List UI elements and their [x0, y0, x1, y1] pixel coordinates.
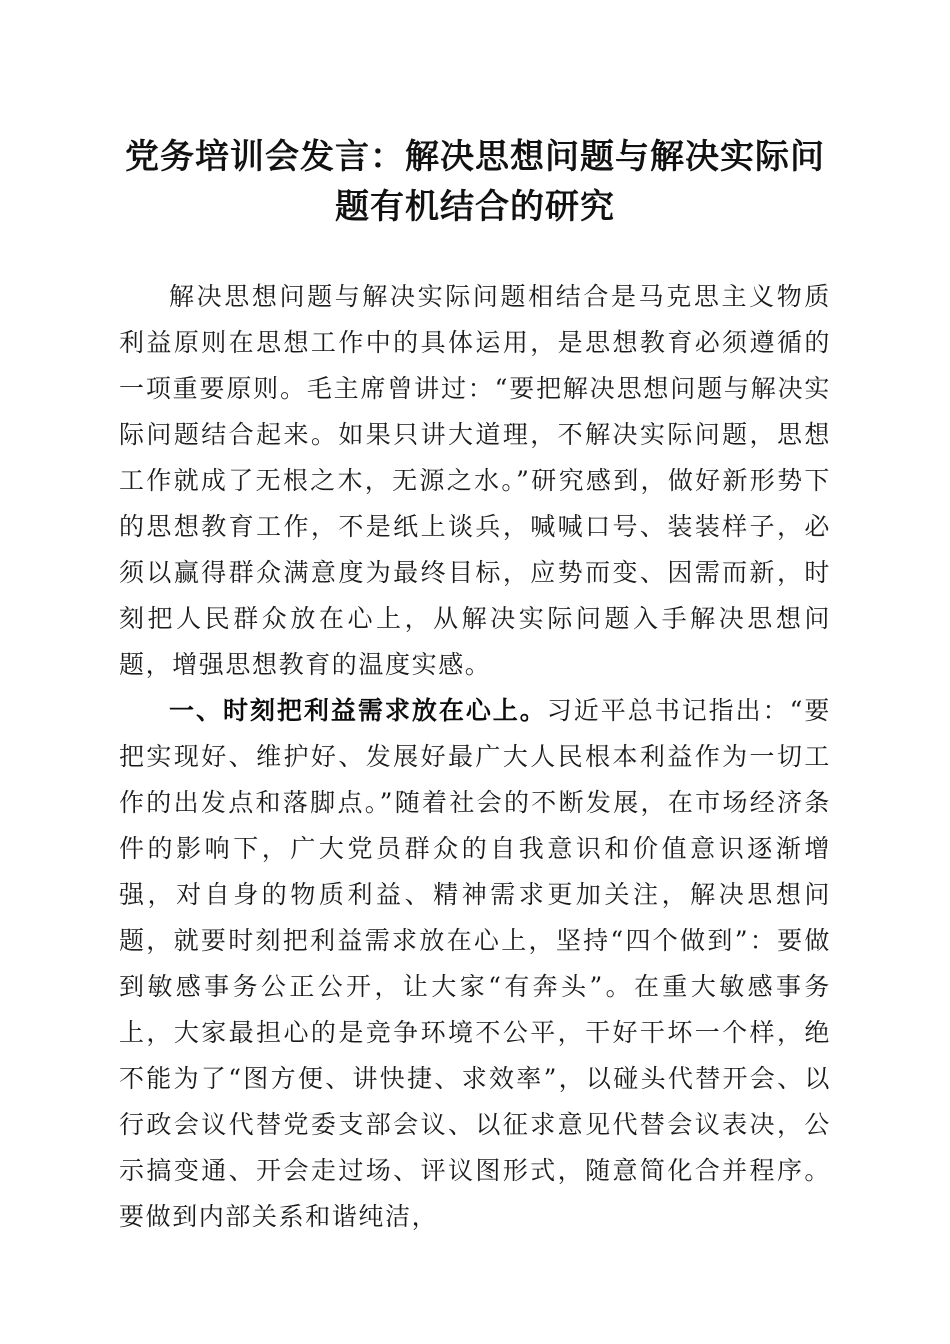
- paragraph-text: 解决思想问题与解决实际问题相结合是马克思主义物质利益原则在思想工作中的具体运用，是思想教育必须遵循的一项重要原则。毛主席曾讲过：“要把解决思想问题与解决实际问题结合起来。如果只讲大道理，不解决实际问题，思想工作就成了无根之木，无源之水。”研究感到，做好新形势下的思想教育工作，不是纸上谈兵，喊喊口号、装装样子，必须以赢得群众满意度为最终目标，应势而变、因需而新，时刻把人民群众放在心上，从解决实际问题入手解决思想问题，增强思想教育的温度实感。: [119, 282, 831, 679]
- document-body: [119, 274, 831, 1240]
- section-heading: 一、时刻把利益需求放在心上。: [169, 696, 547, 725]
- intro-paragraph: [119, 274, 831, 688]
- document-title: 党务培训会发言：解决思想问题与解决实际问题有机结合的研究: [125, 137, 825, 227]
- section-one-paragraph: [119, 688, 831, 1240]
- paragraph-text: 习近平总书记指出：“要把实现好、维护好、发展好最广大人民根本利益作为一切工作的出发点和落脚点。”随着社会的不断发展，在市场经济条件的影响下，广大党员群众的自我意识和价值意识逐渐增强，对自身的物质利益、精神需求更加关注，解决思想问题，就要时刻把利益需求放在心上，坚持“四个做到”：要做到敏感事务公正公开，让大家“有奔头”。在重大敏感事务上，大家最担心的是竞争环境不公平，干好干坏一个样，绝不能为了“图方便、讲快捷、求效率”，以碰头代替开会、以行政会议代替党委支部会议、以征求意见代替会议表决，公示搞变通、开会走过场、评议图形式，随意简化合并程序。要做到内部关系和谐纯洁，: [119, 696, 831, 1231]
